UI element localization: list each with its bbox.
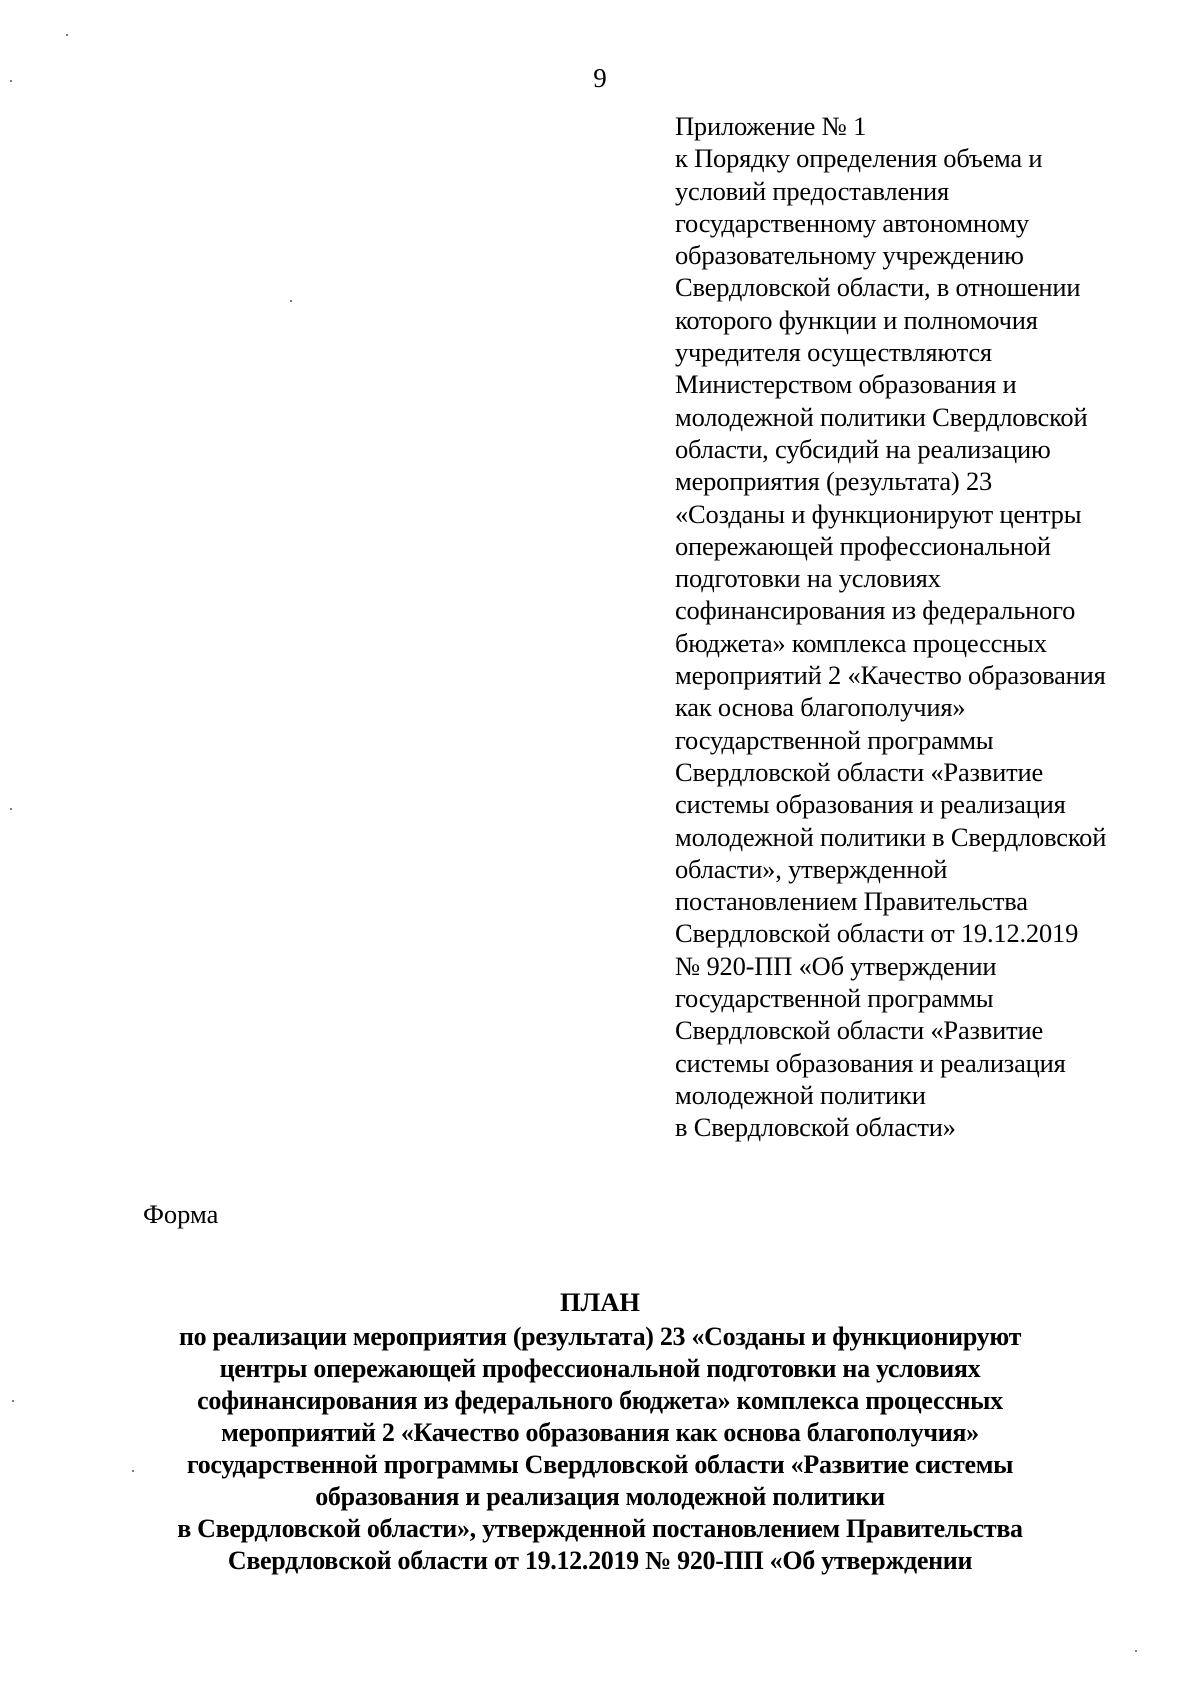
scan-speck xyxy=(10,80,12,82)
scan-speck xyxy=(1135,1650,1137,1652)
appendix-line: области», утвержденной xyxy=(675,853,948,884)
plan-line: центры опережающей профессиональной подготовки на условиях xyxy=(219,1354,981,1383)
plan-line: мероприятий 2 «Качество образования как основа благополучия» xyxy=(221,1418,979,1447)
appendix-line: государственному автономному xyxy=(675,207,1029,238)
plan-line: в Свердловской области», утвержденной постановлением Правительства xyxy=(177,1514,1023,1543)
appendix-line: как основа благополучия» xyxy=(675,692,966,723)
appendix-line: софинансирования из федерального xyxy=(675,595,1076,626)
appendix-line: Свердловской области «Развитие xyxy=(675,1015,1044,1046)
plan-line: по реализации мероприятия (результата) 23 «Созданы и функционируют xyxy=(178,1322,1022,1351)
scan-speck xyxy=(132,1470,134,1472)
appendix-line: молодежной политики xyxy=(675,1079,926,1110)
page-number: 9 xyxy=(593,63,607,93)
appendix-line: бюджета» комплекса процессных xyxy=(675,627,1047,658)
appendix-line: Свердловской области «Развитие xyxy=(675,756,1044,787)
appendix-line: № 920-ПП «Об утверждении xyxy=(675,950,997,981)
appendix-line: подготовки на условиях xyxy=(675,563,941,594)
scan-speck xyxy=(290,300,292,302)
appendix-header xyxy=(675,110,1175,1144)
appendix-line: Свердловской области, в отношении xyxy=(675,272,1081,303)
plan-line: образования и реализация молодежной политики xyxy=(315,1482,885,1511)
plan-line: государственной программы Свердловской области «Развитие системы xyxy=(186,1450,1014,1479)
appendix-line: государственной программы xyxy=(675,983,994,1014)
appendix-line: мероприятия (результата) 23 xyxy=(675,466,993,497)
plan-title: ПЛАН xyxy=(559,1287,641,1317)
scan-speck xyxy=(66,34,68,36)
appendix-line: Приложение № 1 xyxy=(675,111,867,141)
form-label: Форма xyxy=(143,1199,219,1229)
appendix-line: области, субсидий на реализацию xyxy=(675,433,1051,464)
appendix-line: государственной программы xyxy=(675,724,994,755)
plan-subtitle xyxy=(90,1321,1110,1577)
appendix-line: Свердловской области от 19.12.2019 xyxy=(675,918,1079,949)
appendix-line: опережающей профессиональной xyxy=(675,530,1051,561)
plan-line: Свердловской области от 19.12.2019 № 920-ПП «Об утверждении xyxy=(227,1546,973,1575)
appendix-line: молодежной политики в Свердловской xyxy=(675,821,1107,852)
appendix-line: Министерством образования и xyxy=(675,369,1017,400)
plan-line: софинансирования из федерального бюджета» комплекса процессных xyxy=(197,1386,1003,1415)
appendix-line: молодежной политики Свердловской xyxy=(675,401,1088,432)
appendix-line: учредителя осуществляются xyxy=(675,337,992,368)
appendix-line: условий предоставления xyxy=(675,175,949,206)
appendix-line: мероприятий 2 «Качество образования xyxy=(675,660,1106,691)
appendix-line: «Созданы и функционируют центры xyxy=(675,498,1082,529)
appendix-line: которого функции и полномочия xyxy=(675,304,1038,335)
appendix-line: к Порядку определения объема и xyxy=(675,143,1043,174)
scan-speck xyxy=(10,808,12,810)
scan-speck xyxy=(12,1400,14,1402)
appendix-line: постановлением Правительства xyxy=(675,886,1028,917)
appendix-line: системы образования и реализация xyxy=(675,1047,1066,1078)
appendix-line: в Свердловской области» xyxy=(675,1112,956,1143)
appendix-line: системы образования и реализация xyxy=(675,789,1066,820)
appendix-line: образовательному учреждению xyxy=(675,240,1024,271)
